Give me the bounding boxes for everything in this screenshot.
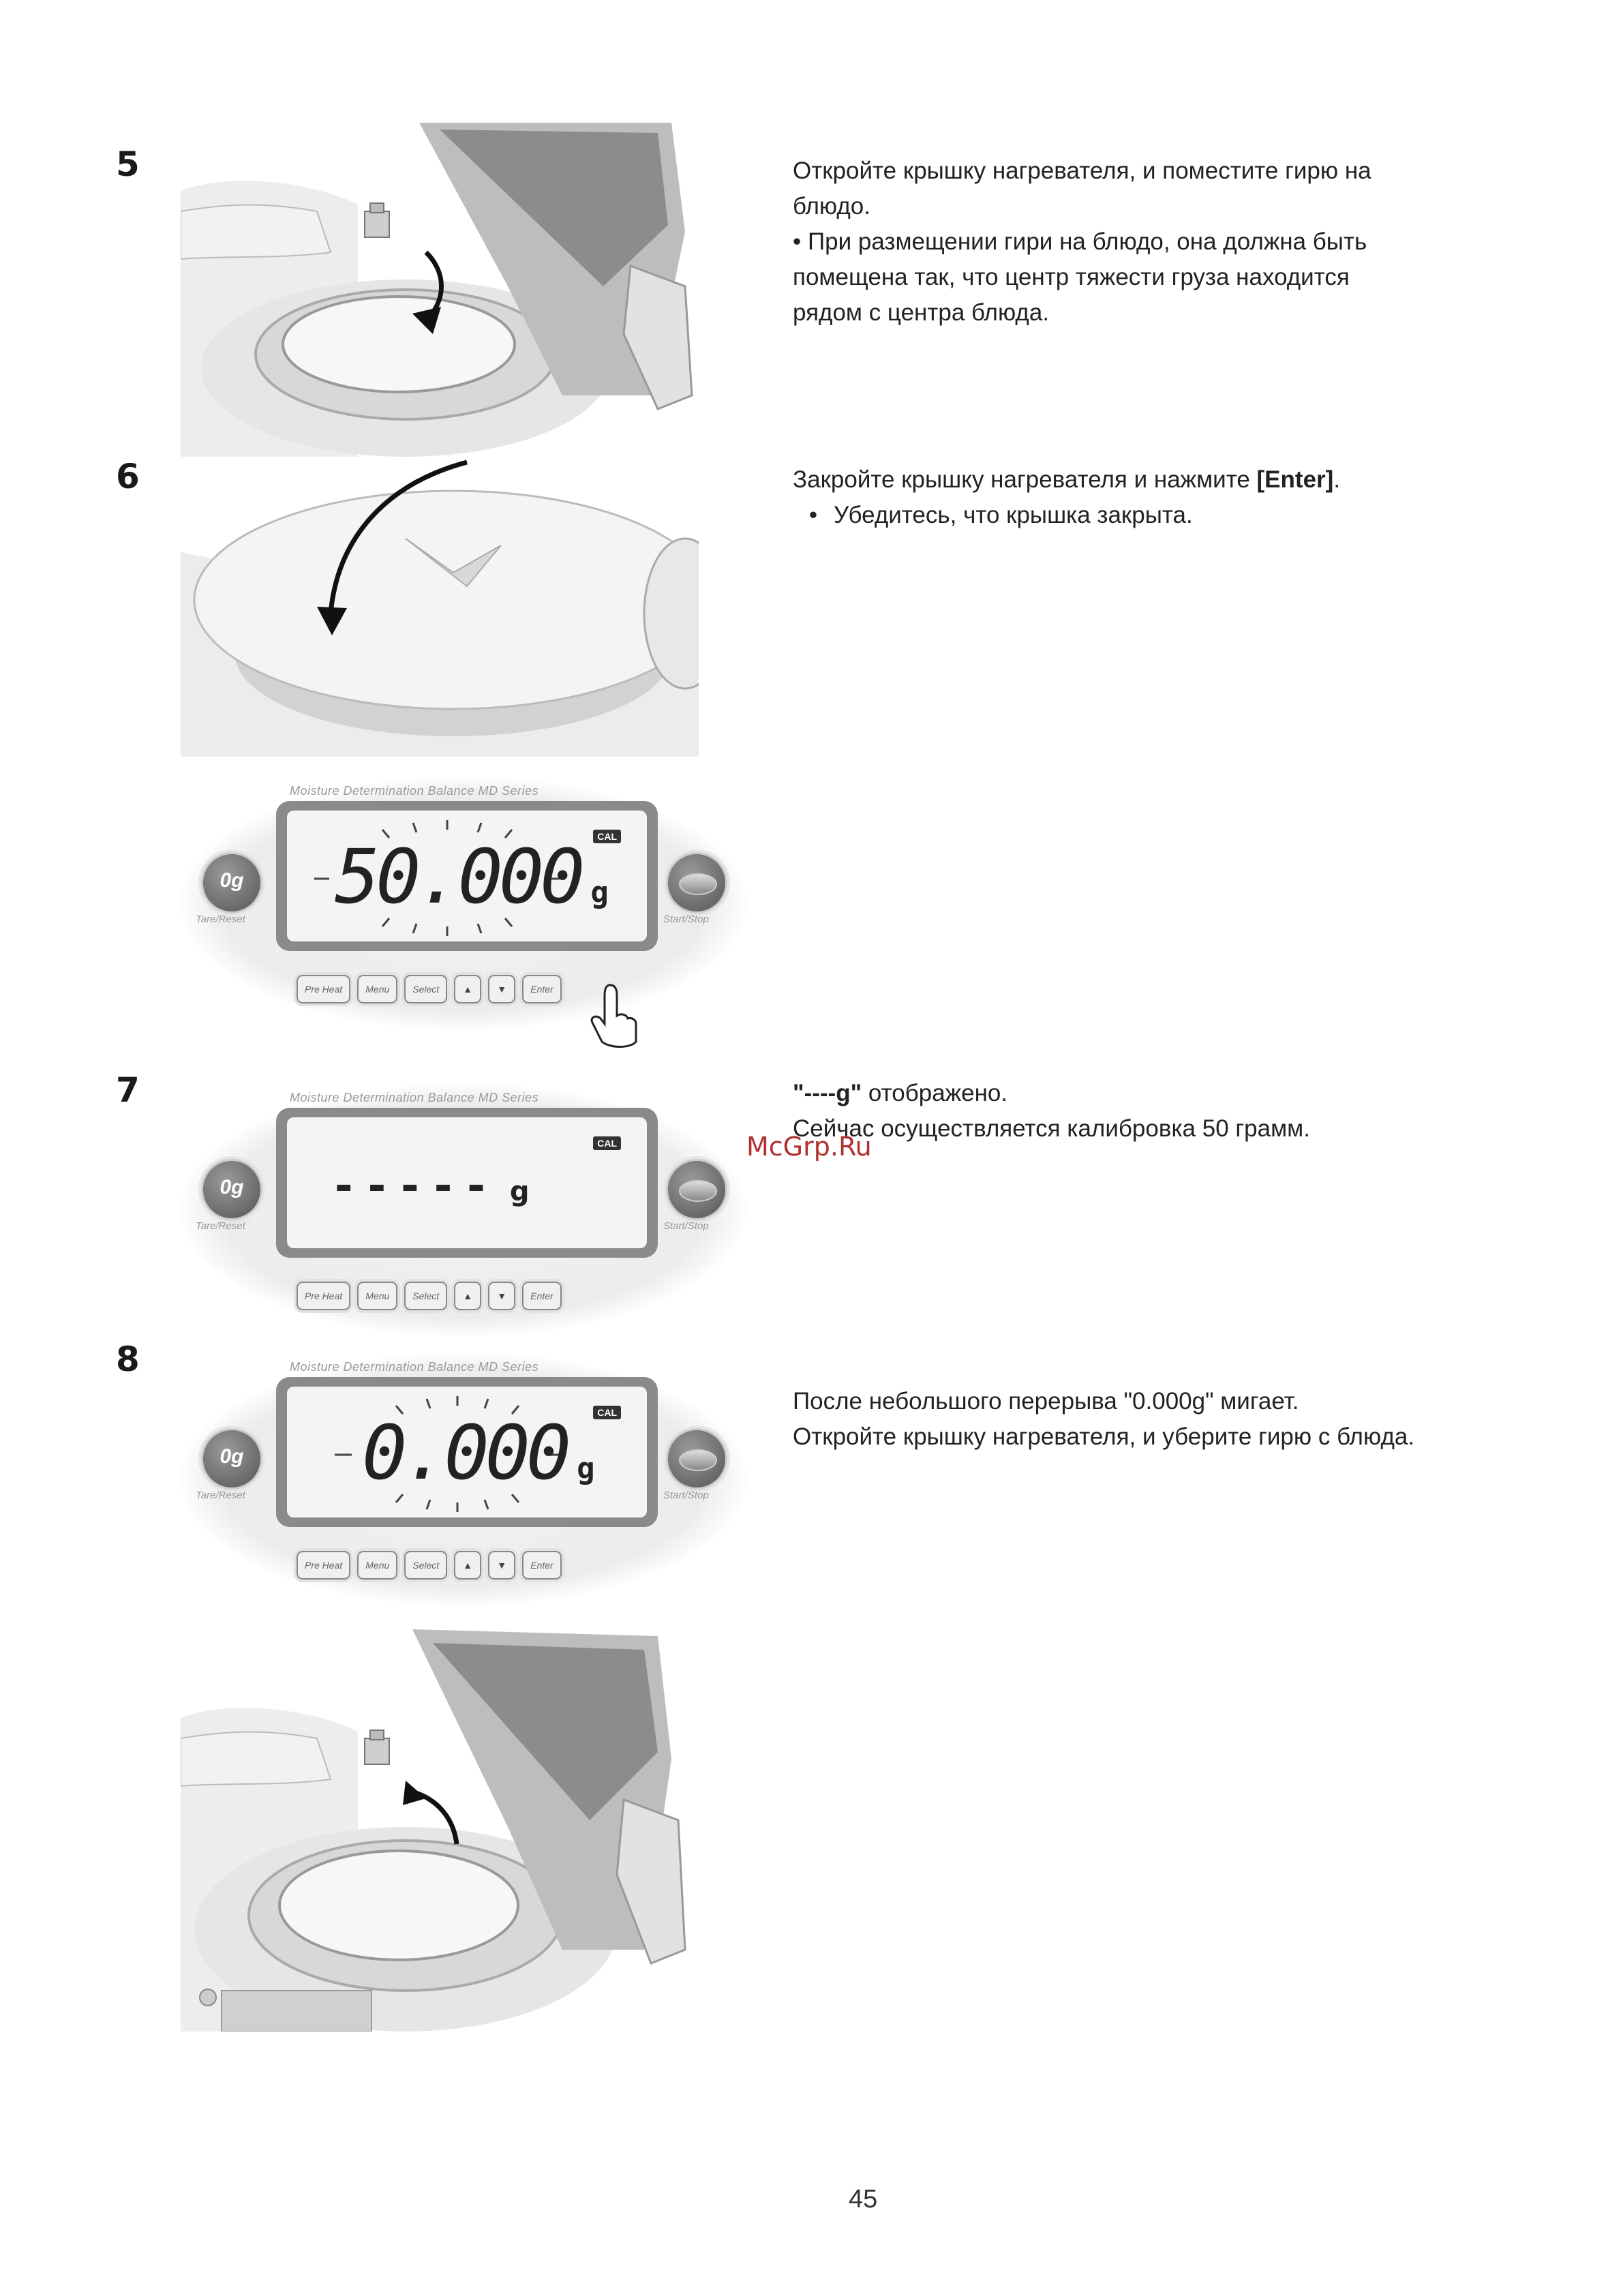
enter-key-ref: [Enter] xyxy=(1256,466,1334,493)
start-stop-label: Start/Stop xyxy=(663,913,709,925)
panel-title: Moisture Determination Balance MD Series xyxy=(290,1091,539,1104)
watermark: McGrp.Ru xyxy=(746,1132,872,1162)
step-number-7: 7 xyxy=(116,1070,140,1110)
lcd-screen xyxy=(287,811,647,941)
step-number-5: 5 xyxy=(116,145,140,184)
lcd-value: ----- g xyxy=(335,1161,530,1211)
step-7-text: "----g" отображено. Сейчас осуществляется калибровка 50 грамм. xyxy=(793,1080,1310,1142)
step-8-text: После небольшого перерыва "0.000g" мигает. Откройте крышку нагревателя, и уберите гирю с блюда. xyxy=(793,1388,1415,1450)
illustration-remove-weight xyxy=(181,1622,699,2031)
pre-heat-key[interactable]: Pre Heat xyxy=(297,1282,350,1310)
down-key[interactable]: ▼ xyxy=(488,975,515,1003)
key-row xyxy=(297,975,562,1003)
menu-key[interactable]: Menu xyxy=(357,975,397,1003)
lcd-unit: g xyxy=(509,1176,530,1207)
page-number: 45 xyxy=(849,2185,878,2214)
select-key[interactable]: Select xyxy=(404,975,447,1003)
illustration-place-weight xyxy=(181,109,699,464)
lcd-unit: g xyxy=(577,1451,595,1486)
panel-title: Moisture Determination Balance MD Series xyxy=(290,784,539,798)
tare-reset-label: Tare/Reset xyxy=(196,913,245,925)
menu-key[interactable]: Menu xyxy=(357,1551,397,1580)
start-stop-button[interactable] xyxy=(666,1159,727,1220)
select-key[interactable]: Select xyxy=(404,1282,447,1310)
panel-title: Moisture Determination Balance MD Series xyxy=(290,1360,539,1374)
pre-heat-key[interactable]: Pre Heat xyxy=(297,975,350,1003)
up-key[interactable]: ▲ xyxy=(454,1551,481,1580)
lcd-value: 50.000 g xyxy=(335,833,609,920)
display-panel-step7 xyxy=(181,1084,746,1350)
lcd-frame xyxy=(276,1377,658,1527)
lcd-frame xyxy=(276,801,658,951)
menu-key[interactable]: Menu xyxy=(357,1282,397,1310)
illustration-close-lid xyxy=(181,457,699,757)
lcd-unit: g xyxy=(590,875,609,910)
step-5-text: Откройте крышку нагревателя, и поместите гирю на блюдо. • При размещении гири на блюдо, она должна быть помещена так, что центр тяжести груза находится рядом с центра блюда. xyxy=(793,157,1371,326)
display-panel-step8 xyxy=(181,1353,746,1619)
step-number-6: 6 xyxy=(116,457,140,496)
lcd-screen xyxy=(287,1117,647,1248)
pointing-hand-icon xyxy=(583,982,644,1050)
down-key[interactable]: ▼ xyxy=(488,1551,515,1580)
up-key[interactable]: ▲ xyxy=(454,975,481,1003)
lcd-value: 0.000 g xyxy=(362,1409,595,1496)
start-stop-label: Start/Stop xyxy=(663,1220,709,1232)
step-6-text: Закройте крышку нагревателя и нажмите [Enter]. • Убедитесь, что крышка закрыта. xyxy=(793,462,1577,533)
tare-reset-label: Tare/Reset xyxy=(196,1490,245,1501)
enter-key[interactable]: Enter xyxy=(522,1282,561,1310)
up-key[interactable]: ▲ xyxy=(454,1282,481,1310)
pre-heat-key[interactable]: Pre Heat xyxy=(297,1551,350,1580)
lcd-screen xyxy=(287,1387,647,1517)
bullet-mark: • xyxy=(808,502,818,528)
key-row xyxy=(297,1282,562,1310)
enter-key[interactable]: Enter xyxy=(522,975,561,1003)
start-stop-label: Start/Stop xyxy=(663,1490,709,1501)
tare-reset-button[interactable]: 0g xyxy=(201,1428,262,1490)
enter-key[interactable]: Enter xyxy=(522,1551,561,1580)
start-stop-button[interactable] xyxy=(666,1428,727,1490)
cal-badge: CAL xyxy=(593,1136,621,1150)
down-key[interactable]: ▼ xyxy=(488,1282,515,1310)
step-number-8: 8 xyxy=(116,1340,140,1379)
cal-badge: CAL xyxy=(593,1406,621,1419)
key-row xyxy=(297,1551,562,1580)
display-panel-step6 xyxy=(181,777,746,1043)
start-stop-button[interactable] xyxy=(666,852,727,913)
cal-badge: CAL xyxy=(593,830,621,843)
tare-reset-label: Tare/Reset xyxy=(196,1220,245,1232)
tare-reset-button[interactable]: 0g xyxy=(201,1159,262,1220)
lcd-frame xyxy=(276,1108,658,1258)
tare-reset-button[interactable]: 0g xyxy=(201,852,262,913)
select-key[interactable]: Select xyxy=(404,1551,447,1580)
